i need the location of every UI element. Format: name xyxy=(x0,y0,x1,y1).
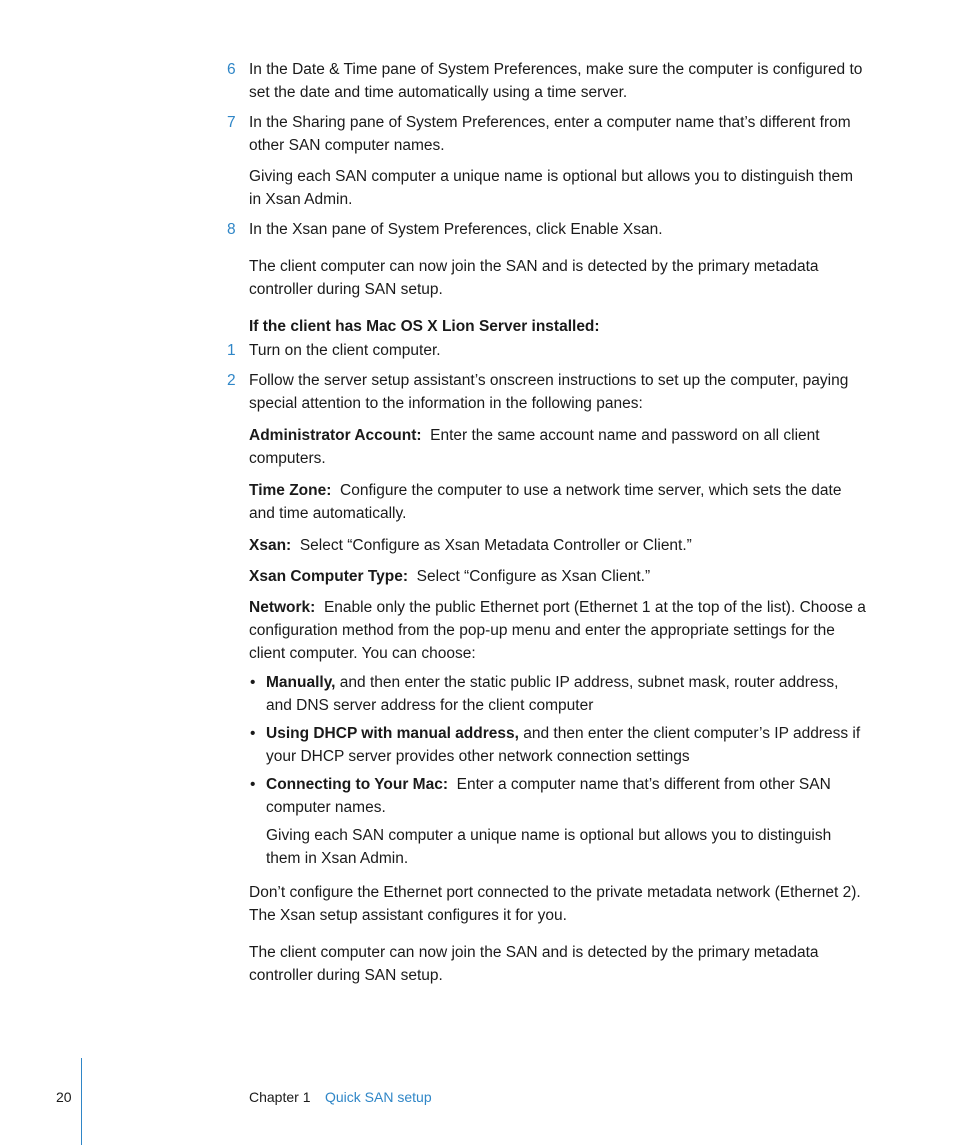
bullet-item-connecting xyxy=(250,773,866,819)
unique-name-note: Giving each SAN computer a unique name is optional but allows you to distinguish them in Xsan Admin. xyxy=(249,168,853,208)
step-text: In the Xsan pane of System Preferences, click Enable Xsan. xyxy=(249,221,663,238)
unique-name-note: Giving each SAN computer a unique name is optional but allows you to distinguish them in Xsan Admin. xyxy=(266,827,832,867)
pane-text: Enable only the public Ethernet port (Ethernet 1 at the top of the list). Choose a configuration method from the pop-up menu and enter the appropriate settings for the client computer. You can choose: xyxy=(249,599,866,662)
pane-text: Configure the computer to use a network time server, which sets the date and time automatically. xyxy=(249,482,842,522)
bullet-label: Using DHCP with manual address, xyxy=(266,725,519,742)
chapter-label: Chapter 1 xyxy=(249,1089,311,1105)
step-7 xyxy=(227,111,869,157)
pane-text: Enter the same account name and password on all client computers. xyxy=(249,427,820,467)
pane-time-zone xyxy=(249,479,869,525)
step-number: 8 xyxy=(227,221,236,238)
step-number: 1 xyxy=(227,342,236,359)
bullet-marker: • xyxy=(250,725,256,742)
footer-divider xyxy=(81,1058,82,1145)
chapter-title: Quick SAN setup xyxy=(325,1089,432,1105)
bullet-item-manually xyxy=(250,671,866,717)
step-number: 6 xyxy=(227,61,236,78)
step-2 xyxy=(227,369,869,415)
page-number: 20 xyxy=(56,1089,72,1105)
pane-label: Time Zone: xyxy=(249,482,332,499)
step-number: 2 xyxy=(227,372,236,389)
step-1 xyxy=(227,339,869,362)
bullet-label: Connecting to Your Mac: xyxy=(266,776,448,793)
step-text: Turn on the client computer. xyxy=(249,342,441,359)
pane-xsan-computer-type xyxy=(249,565,869,588)
step-text: Follow the server setup assistant’s onscreen instructions to set up the computer, paying special attention to the information in the following panes: xyxy=(249,372,849,412)
result-paragraph: The client computer can now join the SAN and is detected by the primary metadata controller during SAN setup. xyxy=(249,944,819,984)
pane-label: Xsan: xyxy=(249,537,292,554)
bullet-item-dhcp xyxy=(250,722,866,768)
page-content xyxy=(0,58,954,987)
bullet-marker: • xyxy=(250,776,256,793)
result-paragraph: The client computer can now join the SAN and is detected by the primary metadata controller during SAN setup. xyxy=(249,258,819,298)
ethernet-note: Don’t configure the Ethernet port connected to the private metadata network (Ethernet 2). The Xsan setup assistant configures it for you. xyxy=(249,884,861,924)
step-8 xyxy=(227,218,869,241)
pane-xsan xyxy=(249,534,869,557)
bullet-text: and then enter the static public IP address, subnet mask, router address, and DNS server address for the client computer xyxy=(266,674,839,714)
pane-label: Administrator Account: xyxy=(249,427,422,444)
bullet-text: Enter a computer name that’s different from other SAN computer names. xyxy=(266,776,831,816)
bullet-text: and then enter the client computer’s IP address if your DHCP server provides other network connection settings xyxy=(266,725,861,765)
bullet-marker: • xyxy=(250,674,256,691)
step-number: 7 xyxy=(227,114,236,131)
pane-text: Select “Configure as Xsan Metadata Controller or Client.” xyxy=(299,537,692,554)
pane-administrator-account xyxy=(249,424,869,470)
pane-label: Xsan Computer Type: xyxy=(249,568,409,585)
pane-label: Network: xyxy=(249,599,316,616)
step-text: In the Sharing pane of System Preferences, enter a computer name that’s different from other SAN computer names. xyxy=(249,114,851,154)
step-text: In the Date & Time pane of System Preferences, make sure the computer is configured to set the date and time automatically using a time server. xyxy=(249,61,863,101)
step-6 xyxy=(227,58,869,104)
pane-text: Select “Configure as Xsan Client.” xyxy=(416,568,651,585)
section-heading: If the client has Mac OS X Lion Server installed: xyxy=(249,318,600,335)
pane-network xyxy=(249,596,869,665)
bullet-label: Manually, xyxy=(266,674,336,691)
